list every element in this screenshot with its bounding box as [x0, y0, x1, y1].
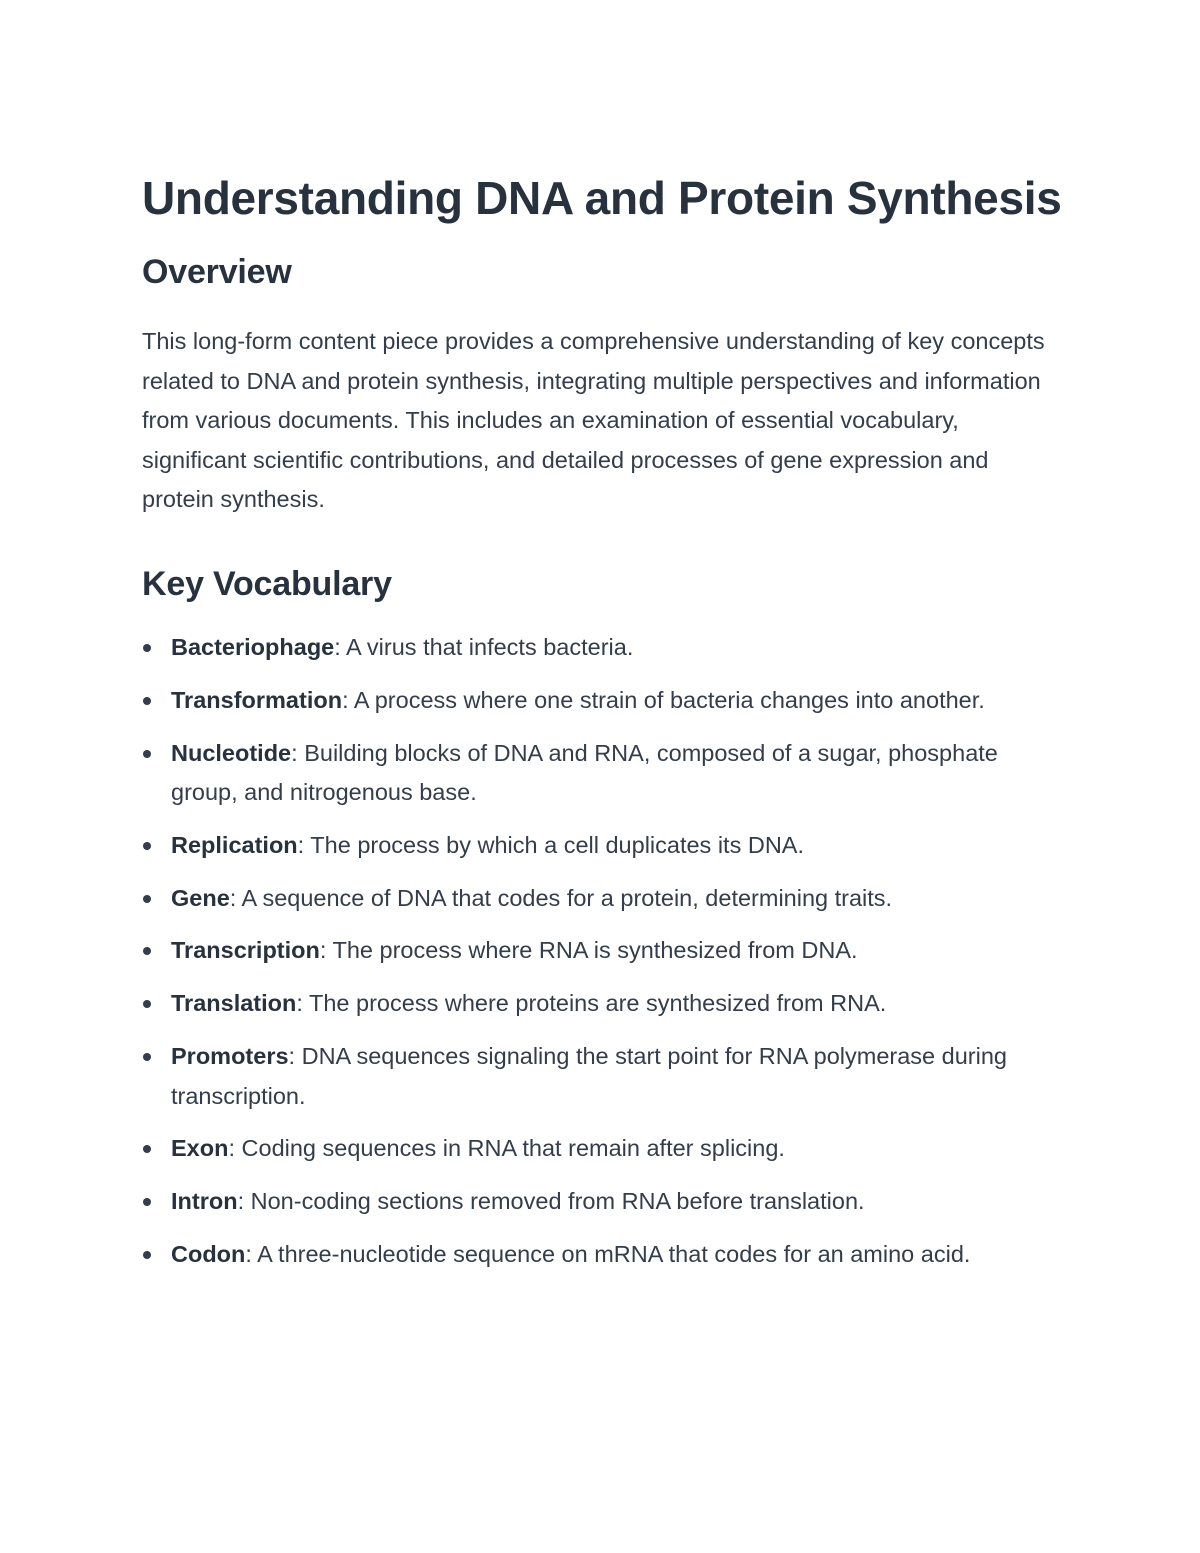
vocabulary-definition: : The process where proteins are synthesized from RNA.	[296, 990, 887, 1017]
bullet-icon	[143, 1145, 151, 1153]
vocabulary-term: Nucleotide	[171, 739, 292, 766]
bullet-icon	[143, 1000, 151, 1008]
vocabulary-item-replication	[142, 826, 1062, 866]
vocabulary-item-codon	[142, 1235, 1062, 1275]
vocabulary-term: Intron	[171, 1188, 238, 1215]
vocabulary-term: Bacteriophage	[171, 633, 335, 660]
bullet-icon	[143, 947, 151, 955]
document-title: Understanding DNA and Protein Synthesis	[142, 172, 1062, 224]
overview-paragraph: This long-form content piece provides a comprehensive understanding of key concepts related to DNA and protein synthesis, integrating multiple perspectives and information from various documents. This includes an examination of essential vocabulary, significant scientific contributions, and detailed processes of gene expression and protein synthesis.	[142, 328, 1045, 513]
vocabulary-term: Transformation	[171, 686, 343, 713]
vocabulary-definition: : The process by which a cell duplicates its DNA.	[297, 831, 805, 858]
vocabulary-item-gene	[142, 879, 1062, 919]
vocabulary-definition: : Building blocks of DNA and RNA, composed of a sugar, phosphate group, and nitrogenous base.	[171, 739, 998, 806]
vocabulary-definition: : A three-nucleotide sequence on mRNA that codes for an amino acid.	[245, 1240, 971, 1267]
vocabulary-term: Codon	[171, 1240, 246, 1267]
bullet-icon	[143, 750, 151, 758]
vocabulary-item-bacteriophage	[142, 628, 1062, 668]
bullet-icon	[143, 1251, 151, 1259]
vocabulary-list	[142, 628, 1062, 1275]
vocabulary-definition: : The process where RNA is synthesized from DNA.	[319, 937, 858, 964]
vocabulary-item-transformation	[142, 681, 1062, 721]
vocabulary-definition: : A sequence of DNA that codes for a protein, determining traits.	[229, 884, 893, 911]
vocabulary-definition: : A virus that infects bacteria.	[334, 633, 634, 660]
bullet-icon	[143, 842, 151, 850]
bullet-icon	[143, 895, 151, 903]
vocabulary-definition: : Coding sequences in RNA that remain after splicing.	[228, 1135, 785, 1162]
vocabulary-item-exon	[142, 1129, 1062, 1169]
vocabulary-definition: : A process where one strain of bacteria changes into another.	[342, 686, 985, 713]
key-vocabulary-heading: Key Vocabulary	[142, 564, 392, 603]
vocabulary-term: Replication	[171, 831, 298, 858]
vocabulary-item-intron	[142, 1182, 1062, 1222]
vocabulary-item-nucleotide	[142, 734, 1062, 813]
vocabulary-item-promoters	[142, 1037, 1062, 1116]
vocabulary-definition: : Non-coding sections removed from RNA before translation.	[237, 1188, 865, 1215]
vocabulary-definition: : DNA sequences signaling the start point for RNA polymerase during transcription.	[171, 1043, 1007, 1109]
vocabulary-term: Exon	[171, 1135, 229, 1162]
vocabulary-term: Translation	[171, 990, 297, 1017]
vocabulary-term: Transcription	[171, 937, 320, 964]
bullet-icon	[143, 697, 151, 705]
document-page	[142, 166, 1062, 1288]
bullet-icon	[143, 644, 151, 652]
vocabulary-term: Promoters	[171, 1043, 289, 1070]
vocabulary-item-translation	[142, 984, 1062, 1024]
bullet-icon	[143, 1198, 151, 1206]
vocabulary-term: Gene	[171, 884, 230, 911]
overview-heading: Overview	[142, 253, 292, 291]
vocabulary-item-transcription	[142, 931, 1062, 971]
bullet-icon	[143, 1053, 151, 1061]
